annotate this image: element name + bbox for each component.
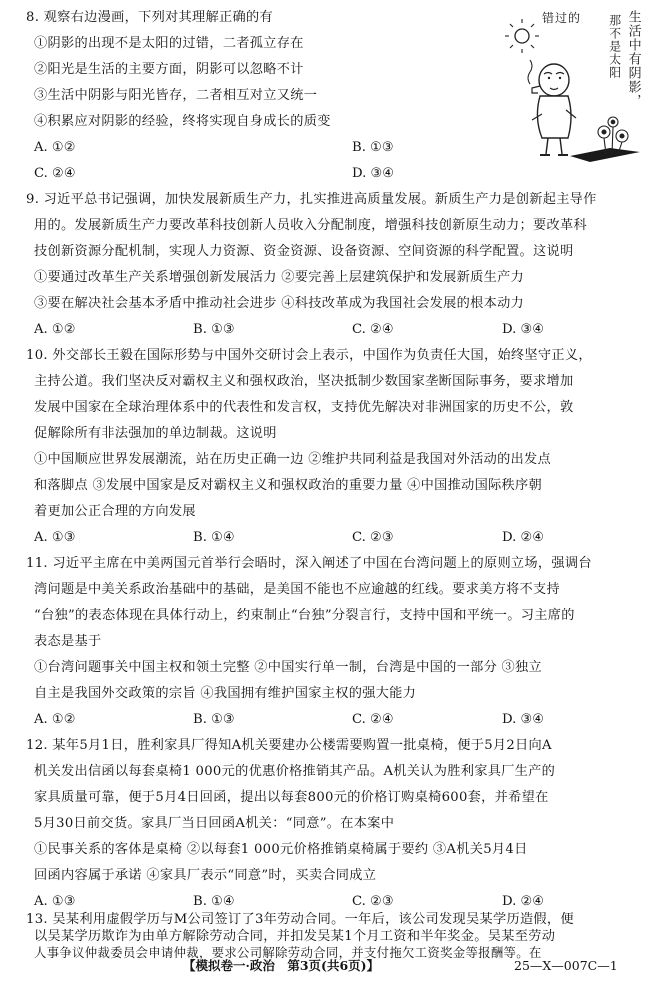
question-stem: 技创新资源分配机制，实现人力资源、资金资源、设备资源、空间资源的科学配置。这说明 (34, 244, 574, 259)
statement: 着更加公正合理的方向发展 (34, 504, 196, 519)
option-a: A. ①③ (34, 530, 76, 545)
statement: ①民事关系的客体是桌椅 ②以每套1 000元价格推销桌椅属于要约 ③A机关5月4日 (34, 842, 528, 857)
question-stem: 11. 习近平主席在中美两国元首举行会晤时，深入阐述了中国在台湾问题上的原则立场，强调台 (26, 556, 592, 571)
question-stem: 以吴某学历欺诈为由单方解除劳动合同，并扣发吴某1个月工资和半年奖金。吴某至劳动 (34, 929, 556, 944)
question-stem: 主持公道。我们坚决反对霸权主义和强权政治，坚决抵制少数国家垄断国际事务，要求增加 (34, 374, 574, 389)
option-b: B. ①④ (193, 894, 235, 909)
question-stem: 5月30日前交货。家具厂当日回函A机关：“同意”。在本案中 (34, 816, 395, 831)
cartoon-drawing (500, 4, 646, 174)
question-stem: 8. 观察右边漫画，下列对其理解正确的有 (26, 10, 273, 25)
statement: ②阳光是生活的主要方面，阴影可以忽略不计 (34, 62, 304, 77)
option-a: A. ①② (34, 322, 76, 337)
question-stem: 人事争议仲裁委员会申请仲裁，要求公司解除劳动合同，并支付拖欠工资奖金等报酬等。在 (34, 945, 542, 960)
statement: ①中国顺应世界发展潮流，站在历史正确一边 ②维护共同利益是我国对外活动的出发点 (34, 452, 552, 467)
question-stem: 湾问题是中美关系政治基础中的基础，是美国不能也不应逾越的红线。要求美方将不支持 (34, 582, 561, 597)
option-c: C. ②③ (352, 894, 394, 909)
question-stem: “台独”的表态体现在具体行动上，约束制止“台独”分裂言行，支持中国和平统一。习主席的 (34, 608, 575, 623)
option-d: D. ③④ (502, 712, 545, 727)
question-stem: 表态是基于 (34, 634, 102, 649)
cartoon-caption-left: 错过的 (542, 11, 582, 25)
option-b: B. ①④ (193, 530, 235, 545)
cartoon-illustration (500, 4, 646, 174)
question-stem: 12. 某年5月1日，胜利家具厂得知A机关要建办公楼需要购置一批桌椅，便于5月2日向A (26, 738, 552, 753)
cartoon-caption-mid: 那不是太阳 (607, 14, 622, 79)
question-stem: 机关发出信函以每套桌椅1 000元的优惠价格推销其产品。A机关认为胜利家具厂生产的 (34, 764, 556, 779)
question-stem: 9. 习近平总书记强调，加快发展新质生产力，扎实推进高质量发展。新质生产力是创新起主导作 (26, 192, 597, 207)
question-stem: 用的。发展新质生产力要改革科技创新人员收入分配制度，增强科技创新原生动力；要改革科 (34, 218, 587, 233)
question-stem: 发展中国家在全球治理体系中的代表性和发言权，支持优先解决对非洲国家的历史不公，敦 (34, 400, 574, 415)
option-d: D. ②④ (502, 530, 545, 545)
statement: 回函内容属于承诺 ④家具厂表示“同意”时，买卖合同成立 (34, 868, 377, 883)
cartoon-caption-right: 生活中有阴影， (625, 10, 641, 108)
option-a: A. ①③ (34, 894, 76, 909)
statement: ③生活中阴影与阳光皆存，二者相互对立又统一 (34, 88, 318, 103)
option-b: B. ①③ (193, 322, 235, 337)
option-d: D. ②④ (502, 894, 545, 909)
option-c: C. ②④ (352, 712, 394, 727)
option-d: D. ③④ (352, 166, 395, 181)
statement: ③要在解决社会基本矛盾中推动社会进步 ④科技改革成为我国社会发展的根本动力 (34, 296, 525, 311)
question-stem: 促解除所有非法强加的单边制裁。这说明 (34, 426, 277, 441)
option-a: A. ①② (34, 140, 76, 155)
statement: ④积累应对阴影的经验，终将实现自身成长的质变 (34, 114, 331, 129)
statement: 自主是我国外交政策的宗旨 ④我国拥有维护国家主权的强大能力 (34, 686, 417, 701)
statement: 和落脚点 ③发展中国家是反对霸权主义和强权政治的重要力量 ④中国推动国际秩序朝 (34, 478, 543, 493)
option-c: C. ②③ (352, 530, 394, 545)
option-d: D. ③④ (502, 322, 545, 337)
question-stem: 13. 吴某利用虚假学历与M公司签订了3年劳动合同。一年后，该公司发现吴某学历造假，便 (26, 912, 574, 927)
footer-code: 25—X—007C—1 (514, 958, 618, 973)
question-stem: 10. 外交部长王毅在国际形势与中国外交研讨会上表示，中国作为负责任大国，始终坚守正义， (26, 348, 592, 363)
option-c: C. ②④ (352, 322, 394, 337)
question-stem: 家具质量可靠，便于5月4日回函，提出以每套800元的价格订购桌椅600套，并希望在 (34, 790, 549, 805)
statement: ①台湾问题事关中国主权和领土完整 ②中国实行单一制，台湾是中国的一部分 ③独立 (34, 660, 543, 675)
option-c: C. ②④ (34, 166, 76, 181)
statement: ①阴影的出现不是太阳的过错，二者孤立存在 (34, 36, 304, 51)
option-a: A. ①② (34, 712, 76, 727)
option-b: B. ①③ (193, 712, 235, 727)
statement: ①要通过改革生产关系增强创新发展活力 ②要完善上层建筑保护和发展新质生产力 (34, 270, 525, 285)
option-b: B. ①③ (352, 140, 394, 155)
footer-title: 【模拟卷一·政治 第3页(共6页)】 (183, 958, 380, 973)
